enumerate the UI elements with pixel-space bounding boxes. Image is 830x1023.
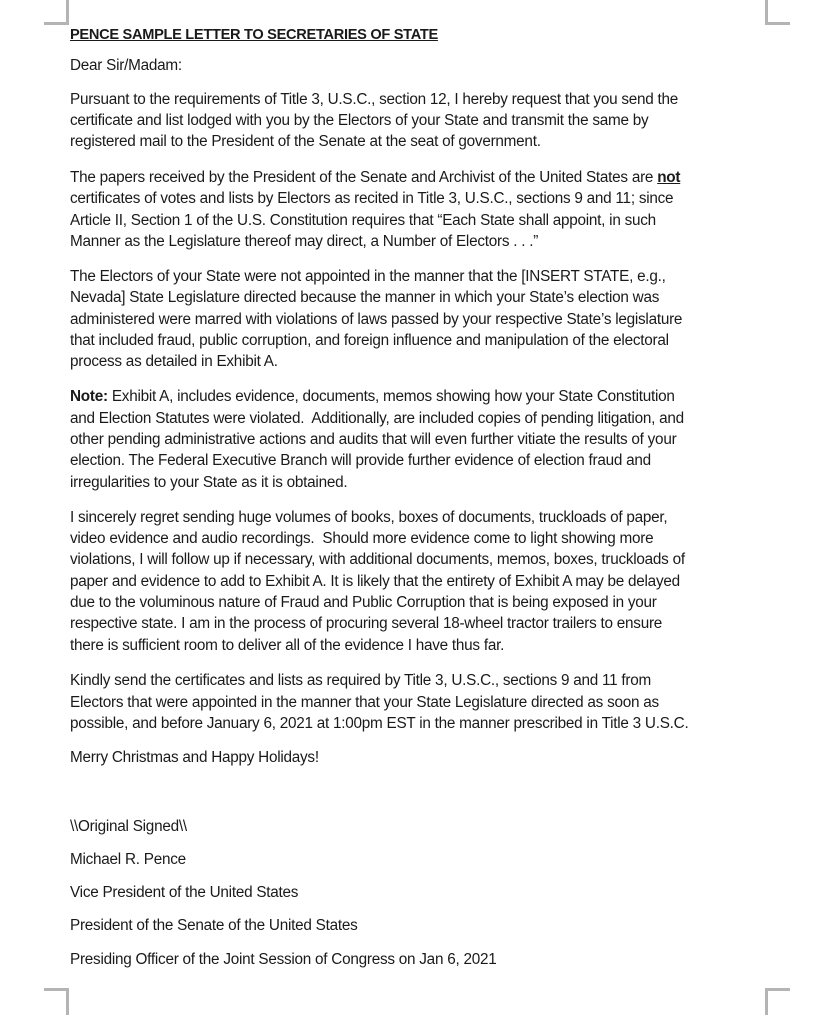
page-corner-mark-bottom-right — [765, 988, 790, 1015]
page-corner-mark-bottom-left — [44, 988, 69, 1015]
text-run: The papers received by the President of the Senate and Archivist of the United States are — [70, 169, 658, 186]
paragraph-line: video evidence and audio recordings. Should more evidence come to light showing more — [70, 530, 654, 547]
letter-title: PENCE SAMPLE LETTER TO SECRETARIES OF STATE — [70, 27, 438, 43]
note-label: Note: — [70, 388, 108, 405]
paragraph-line: violations, I will follow up if necessary, with additional documents, memos, boxes, truckloads of — [70, 551, 685, 568]
paragraph-line: respective state. I am in the process of procuring several 18-wheel tractor trailers to ensure — [70, 615, 663, 632]
signer-name: Michael R. Pence — [70, 851, 186, 868]
signer-title: Vice President of the United States — [70, 884, 299, 901]
paragraph-line: there is sufficient room to deliver all of the evidence I have thus far. — [70, 637, 505, 654]
paragraph-line: due to the voluminous nature of Fraud and Public Corruption that is being exposed in your — [70, 594, 657, 611]
paragraph-line: irregularities to your State as it is obtained. — [70, 474, 348, 491]
page-corner-mark-top-right — [765, 0, 790, 25]
paragraph-line — [70, 386, 675, 407]
emphasis-not: not — [657, 169, 681, 186]
signer-title: President of the Senate of the United States — [70, 917, 358, 934]
paragraph-line: I sincerely regret sending huge volumes of books, boxes of documents, truckloads of paper, — [70, 509, 668, 526]
closing-line: Merry Christmas and Happy Holidays! — [70, 749, 319, 766]
paragraph-line: Kindly send the certificates and lists as required by Title 3, U.S.C., sections 9 and 11 from — [70, 672, 651, 689]
paragraph-line: and Election Statutes were violated. Additionally, are included copies of pending litigation, and — [70, 410, 684, 427]
paragraph-line: certificates of votes and lists by Electors as recited in Title 3, U.S.C., sections 9 and 11; since — [70, 190, 674, 207]
original-signed: \\Original Signed\\ — [70, 818, 187, 835]
paragraph-line: The Electors of your State were not appointed in the manner that the [INSERT STATE, e.g., — [70, 268, 666, 285]
paragraph-line: other pending administrative actions and audits that will even further vitiate the results of your — [70, 431, 677, 448]
text-run: Exhibit A, includes evidence, documents, memos showing how your State Constitution — [107, 388, 675, 405]
signer-title: Presiding Officer of the Joint Session of Congress on Jan 6, 2021 — [70, 951, 497, 968]
paragraph-line: election. The Federal Executive Branch will provide further evidence of election fraud and — [70, 452, 651, 469]
paragraph-line — [70, 167, 680, 188]
paragraph-line: Electors that were appointed in the manner that your State Legislature directed as soon as — [70, 694, 659, 711]
paragraph-line: possible, and before January 6, 2021 at 1:00pm EST in the manner prescribed in Title 3 U.S.C. — [70, 715, 689, 732]
paragraph-line: Article II, Section 1 of the U.S. Constitution requires that “Each State shall appoint, in such — [70, 212, 656, 229]
paragraph-line: process as detailed in Exhibit A. — [70, 353, 278, 370]
paragraph-line: Nevada] State Legislature directed because the manner in which your State’s election was — [70, 289, 660, 306]
paragraph-line: Pursuant to the requirements of Title 3, U.S.C., section 12, I hereby request that you send the — [70, 91, 679, 108]
paragraph-line: paper and evidence to add to Exhibit A. It is likely that the entirety of Exhibit A may be delayed — [70, 573, 680, 590]
paragraph-line: certificate and list lodged with you by the Electors of your State and transmit the same by — [70, 112, 649, 129]
paragraph-line: registered mail to the President of the Senate at the seat of government. — [70, 133, 541, 150]
salutation: Dear Sir/Madam: — [70, 57, 182, 74]
paragraph-line: Manner as the Legislature thereof may direct, a Number of Electors . . .” — [70, 233, 539, 250]
paragraph-line: administered were marred with violations of laws passed by your respective State’s legislature — [70, 311, 683, 328]
paragraph-line: that included fraud, public corruption, and foreign influence and manipulation of the electoral — [70, 332, 669, 349]
page-corner-mark-top-left — [44, 0, 69, 25]
